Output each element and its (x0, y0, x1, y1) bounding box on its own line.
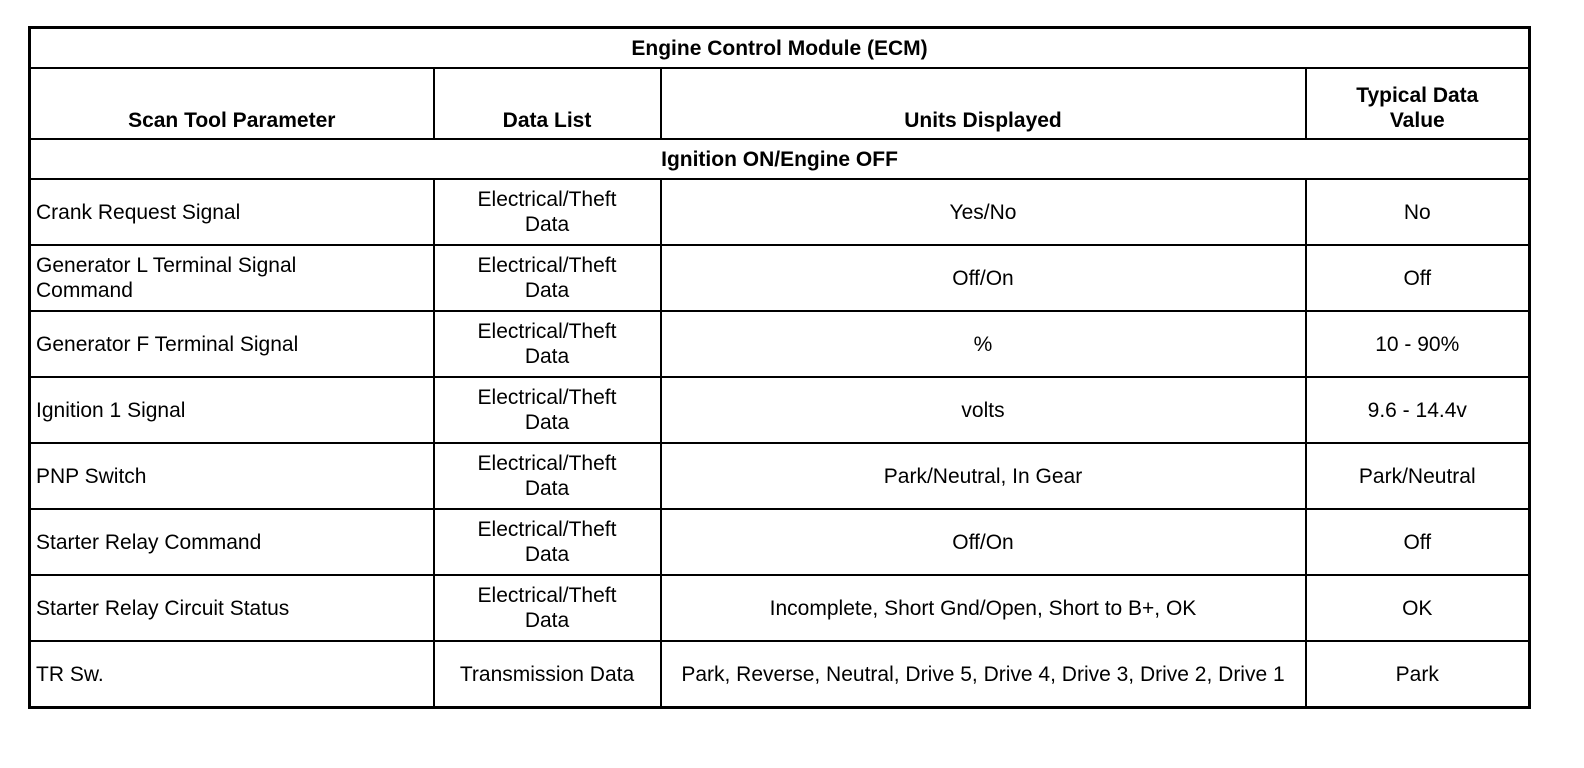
header-scan-tool-parameter: Scan Tool Parameter (30, 68, 434, 139)
units-cell: % (661, 311, 1306, 377)
parameter-cell: Starter Relay Command (30, 509, 434, 575)
parameter-cell: Generator F Terminal Signal (30, 311, 434, 377)
parameter-cell: PNP Switch (30, 443, 434, 509)
units-cell: Park/Neutral, In Gear (661, 443, 1306, 509)
value-cell: Off (1306, 245, 1530, 311)
table-title-row (30, 28, 1530, 69)
data-list-cell: Transmission Data (434, 641, 661, 708)
parameter-cell: Crank Request Signal (30, 179, 434, 245)
parameter-cell: Ignition 1 Signal (30, 377, 434, 443)
table-row (30, 245, 1530, 311)
parameter-cell: Generator L Terminal Signal Command (30, 245, 434, 311)
parameter-cell: Starter Relay Circuit Status (30, 575, 434, 641)
table-row (30, 311, 1530, 377)
units-cell: volts (661, 377, 1306, 443)
value-cell: Park (1306, 641, 1530, 708)
value-cell: Park/Neutral (1306, 443, 1530, 509)
table-row (30, 443, 1530, 509)
ecm-data-table (28, 26, 1531, 709)
header-units-displayed: Units Displayed (661, 68, 1306, 139)
units-cell: Incomplete, Short Gnd/Open, Short to B+, OK (661, 575, 1306, 641)
data-list-cell: Electrical/Theft Data (434, 179, 661, 245)
section-row (30, 139, 1530, 179)
table-row (30, 377, 1530, 443)
column-header-row (30, 68, 1530, 139)
data-list-cell: Electrical/Theft Data (434, 575, 661, 641)
table-title: Engine Control Module (ECM) (30, 28, 1530, 69)
header-data-list: Data List (434, 68, 661, 139)
data-list-cell: Electrical/Theft Data (434, 311, 661, 377)
table-row (30, 641, 1530, 708)
data-list-cell: Electrical/Theft Data (434, 245, 661, 311)
value-cell: 9.6 - 14.4v (1306, 377, 1530, 443)
units-cell: Off/On (661, 509, 1306, 575)
value-cell: No (1306, 179, 1530, 245)
data-list-cell: Electrical/Theft Data (434, 443, 661, 509)
parameter-cell: TR Sw. (30, 641, 434, 708)
value-cell: Off (1306, 509, 1530, 575)
units-cell: Yes/No (661, 179, 1306, 245)
value-cell: 10 - 90% (1306, 311, 1530, 377)
table-row (30, 179, 1530, 245)
units-cell: Off/On (661, 245, 1306, 311)
section-heading: Ignition ON/Engine OFF (30, 139, 1530, 179)
table-row (30, 575, 1530, 641)
value-cell: OK (1306, 575, 1530, 641)
header-typical-data-value: Typical Data Value (1306, 68, 1530, 139)
data-list-cell: Electrical/Theft Data (434, 509, 661, 575)
units-cell: Park, Reverse, Neutral, Drive 5, Drive 4, Drive 3, Drive 2, Drive 1 (661, 641, 1306, 708)
data-list-cell: Electrical/Theft Data (434, 377, 661, 443)
table-row (30, 509, 1530, 575)
